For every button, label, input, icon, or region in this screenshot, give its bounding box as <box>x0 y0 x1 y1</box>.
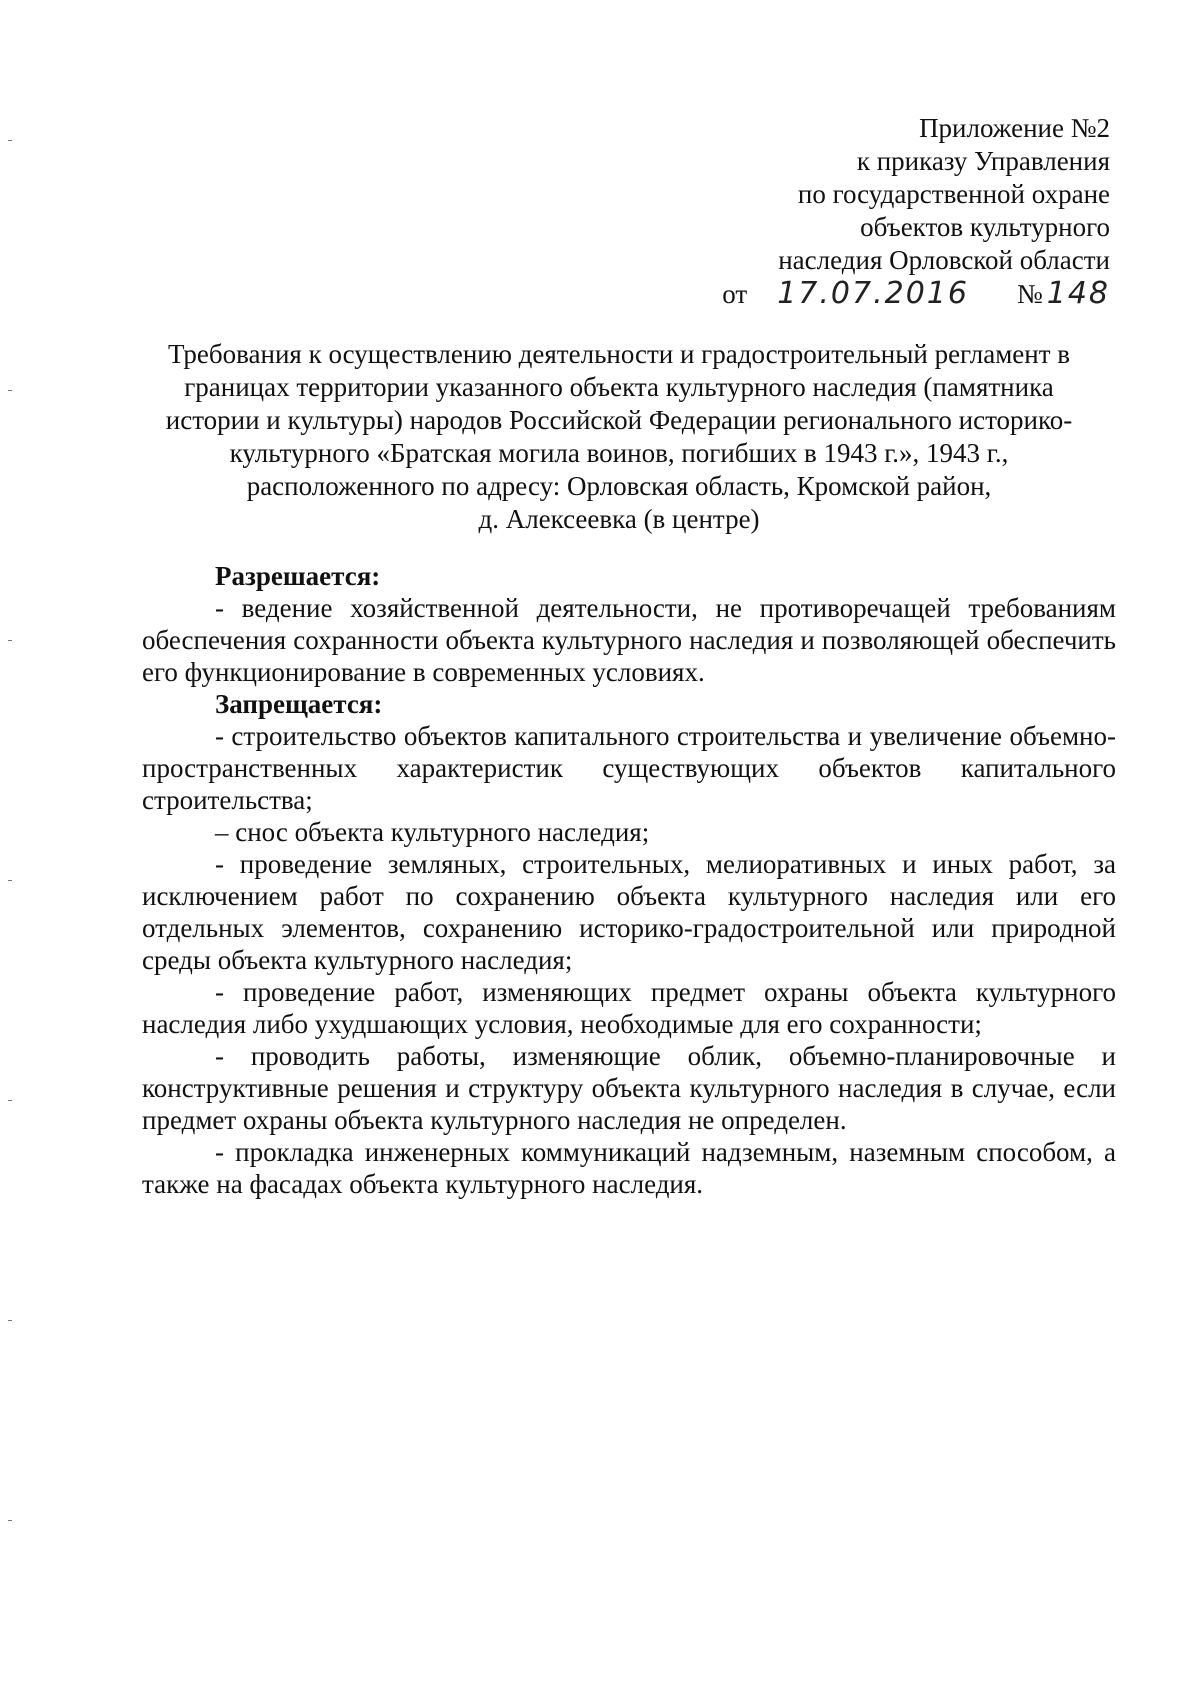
title-line: Требования к осуществлению деятельности и градостроительный регламент в <box>167 339 1071 369</box>
title-line: расположенного по адресу: Орловская область, Кромской район, <box>246 471 992 501</box>
number-sign: № <box>1016 279 1043 309</box>
title-line: границах территории указанного объекта культурного наследия (памятника <box>184 372 1054 402</box>
forbidden-item: - строительство объектов капитального строительства и увеличение объемно-пространственных характеристик существующих объектов капитального строительства; <box>142 721 1116 815</box>
forbidden-heading: Запрещается: <box>215 689 383 719</box>
scan-artifact <box>8 390 12 391</box>
handwritten-number: 148 <box>1046 276 1110 311</box>
document-body <box>142 560 1116 1200</box>
appendix-department-2: объектов культурного <box>860 212 1110 242</box>
allowed-item: - ведение хозяйственной деятельности, не противоречащей требованиям обеспечения сохранности объекта культурного наследия и позволяющей обеспечить его функционирование в современных условиях. <box>142 593 1116 687</box>
allowed-heading: Разрешается: <box>215 561 381 591</box>
scan-artifact <box>8 640 12 641</box>
title-line: культурного «Братская могила воинов, погибших в 1943 г.», 1943 г., <box>229 438 1009 468</box>
appendix-department-1: по государственной охране <box>797 179 1110 209</box>
handwritten-date: 17.07.2016 <box>777 276 969 311</box>
date-prefix: от <box>722 279 748 309</box>
scan-artifact <box>8 1100 12 1101</box>
title-line: истории и культуры) народов Российской Федерации регионального историко- <box>165 405 1073 435</box>
forbidden-item: - проведение земляных, строительных, мелиоративных и иных работ, за исключением работ по сохранению объекта культурного наследия или его отдельных элементов, сохранению историко-градостроительной или природной среды объекта культурного наследия; <box>142 849 1116 975</box>
appendix-department-3: наследия Орловской области <box>778 245 1110 275</box>
document-title <box>140 338 1098 536</box>
forbidden-item: – снос объекта культурного наследия; <box>215 817 650 847</box>
appendix-date-line <box>722 277 1110 311</box>
forbidden-item: - прокладка инженерных коммуникаций надземным, наземным способом, а также на фасадах объекта культурного наследия. <box>142 1137 1116 1199</box>
appendix-header <box>722 112 1110 311</box>
scan-artifact <box>8 880 12 881</box>
forbidden-item: - проводить работы, изменяющие облик, объемно-планировочные и конструктивные решения и структуру объекта культурного наследия в случае, если предмет охраны объекта культурного наследия не определен. <box>142 1041 1116 1135</box>
forbidden-item: - проведение работ, изменяющих предмет охраны объекта культурного наследия либо ухудшающих условия, необходимые для его сохранности; <box>142 977 1116 1039</box>
scan-artifact <box>8 140 12 141</box>
scan-artifact <box>8 1320 12 1321</box>
title-line: д. Алексеевка (в центре) <box>478 504 760 534</box>
appendix-order-ref: к приказу Управления <box>856 146 1110 176</box>
scan-artifact <box>8 1520 12 1521</box>
appendix-number: Приложение №2 <box>919 113 1110 143</box>
